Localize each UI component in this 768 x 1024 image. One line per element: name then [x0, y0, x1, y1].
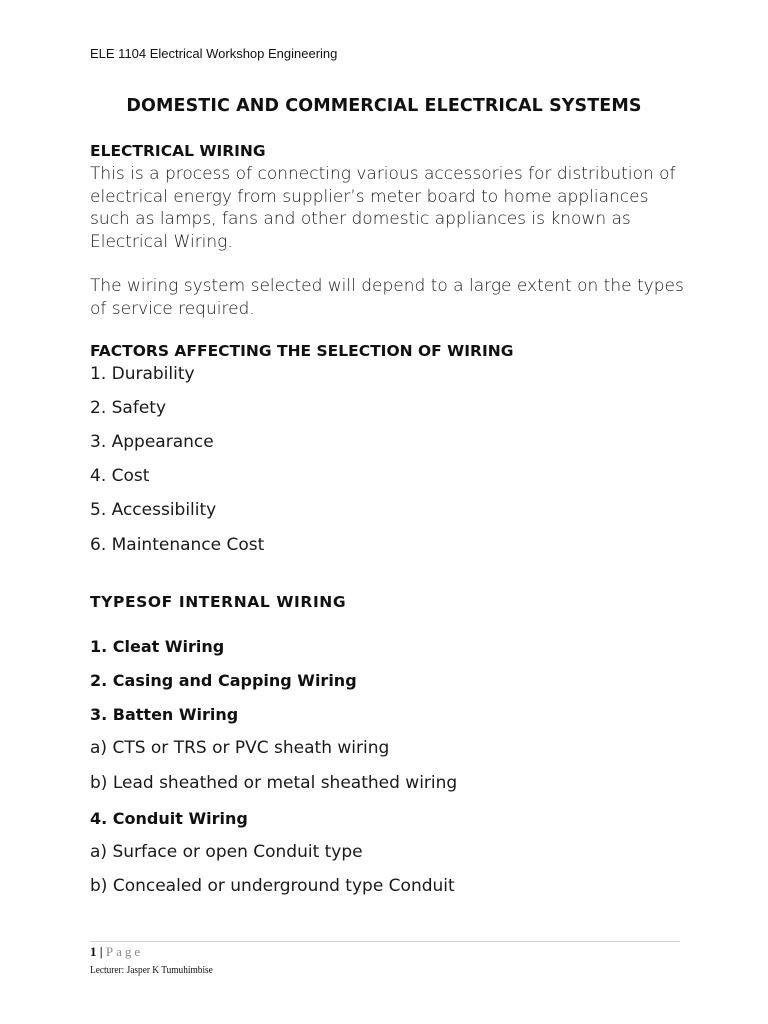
course-header: ELE 1104 Electrical Workshop Engineering	[90, 46, 338, 61]
list-item-subtype: b) Lead sheathed or metal sheathed wiring	[90, 773, 458, 793]
list-item-wiring-type: 3. Batten Wiring	[90, 705, 239, 724]
paragraph-line: of service required.	[90, 298, 255, 319]
section-heading-factors: FACTORS AFFECTING THE SELECTION OF WIRING	[90, 342, 514, 360]
list-item-wiring-type: 2. Casing and Capping Wiring	[90, 671, 357, 690]
list-item-factor: 2. Safety	[90, 398, 167, 418]
list-item-factor: 3. Appearance	[90, 432, 214, 452]
paragraph-line: electrical energy from supplier’s meter board to home appliances	[90, 186, 649, 207]
paragraph-line: This is a process of connecting various accessories for distribution of	[90, 164, 676, 184]
list-item-subtype: b) Concealed or underground type Conduit	[90, 876, 455, 896]
page-label: Page	[105, 944, 144, 959]
list-item-subtype: a) CTS or TRS or PVC sheath wiring	[90, 738, 390, 758]
paragraph-line: Electrical Wiring.	[90, 231, 233, 252]
paragraph-wiring-definition	[90, 163, 690, 253]
list-item-factor: 5. Accessibility	[90, 500, 217, 520]
page-separator: |	[99, 944, 103, 959]
footer-divider	[90, 941, 680, 942]
lecturer-credit: Lecturer: Jasper K Tumuhimbise	[90, 964, 213, 976]
list-item-wiring-type: 1. Cleat Wiring	[90, 637, 225, 656]
paragraph-line: The wiring system selected will depend to a large extent on the types	[90, 276, 684, 296]
page-number	[90, 944, 143, 960]
list-item-factor: 6. Maintenance Cost	[90, 535, 265, 555]
document-title: DOMESTIC AND COMMERCIAL ELECTRICAL SYSTEMS	[126, 96, 642, 116]
list-item-factor: 1. Durability	[90, 364, 195, 384]
paragraph-line: such as lamps, fans and other domestic appliances is known as	[90, 209, 631, 229]
list-item-wiring-type: 4. Conduit Wiring	[90, 809, 248, 828]
paragraph-wiring-selection	[90, 275, 690, 320]
section-heading-electrical-wiring: ELECTRICAL WIRING	[90, 142, 266, 160]
page-number-value: 1	[90, 944, 97, 959]
list-item-factor: 4. Cost	[90, 466, 150, 486]
list-item-subtype: a) Surface or open Conduit type	[90, 842, 363, 862]
section-heading-types: TYPESOF INTERNAL WIRING	[90, 593, 347, 611]
